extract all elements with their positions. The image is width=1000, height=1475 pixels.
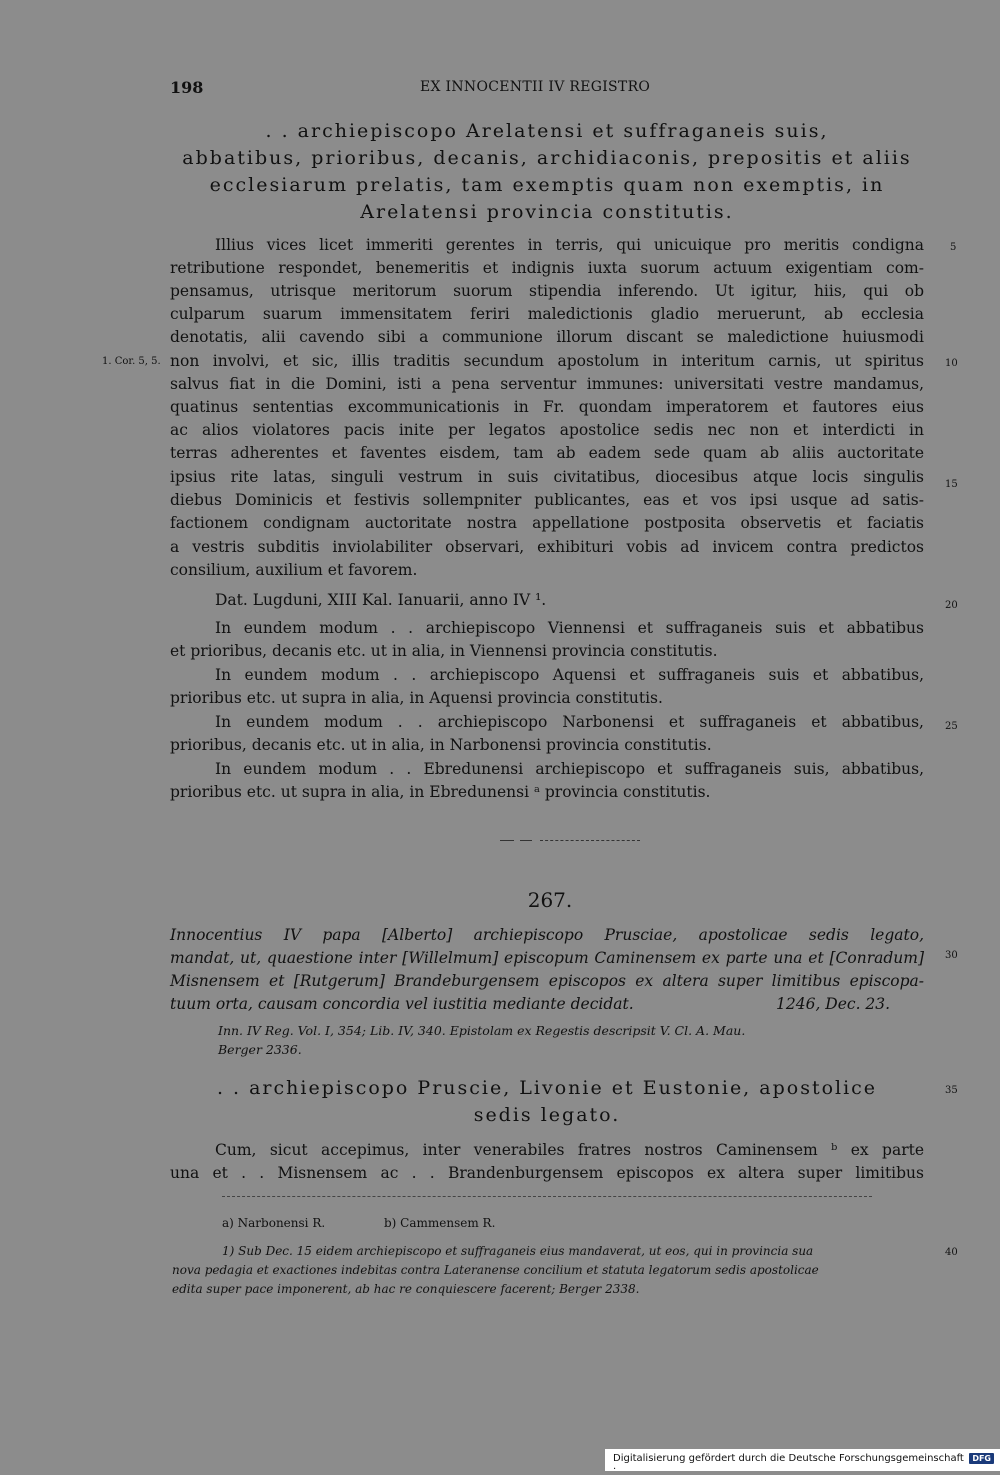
variant-note: a) Narbonensi R. — [222, 1216, 326, 1230]
credit-text: Digitalisierung gefördert durch die Deutsche Forschungsgemeinschaft · — [613, 1453, 964, 1475]
text-line: a vestris subditis inviolabiliter observari, exhibituri vobis ad invicem contra predictos — [170, 538, 924, 556]
letter-address-line: . . archiepiscopo Arelatensi et suffraganeis suis, — [265, 120, 829, 142]
dating-clause: Dat. Lugduni, XIII Kal. Ianuarii, anno IV ¹. — [215, 591, 547, 609]
text-line: salvus fiat in die Domini, isti a pena serventur immunes: universitati vestre mandamus, — [170, 375, 924, 393]
text-line: In eundem modum . . archiepiscopo Viennensi et suffraganeis suis et abbatibus — [215, 619, 924, 637]
text-line: denotatis, alii cavendo sibi a communione illorum discant se maledictione huiusmodi — [170, 328, 924, 346]
text-line: prioribus etc. ut supra in alia, in Ebredunensi ᵃ provincia constitutis. — [170, 783, 711, 801]
text-line: non involvi, et sic, illis traditis secundum apostolum in interitum carnis, ut spiritus — [170, 352, 924, 370]
letter-address-line: Arelatensi provincia constitutis. — [360, 201, 734, 223]
text-line: prioribus etc. ut supra in alia, in Aquensi provincia constitutis. — [170, 689, 663, 707]
letter-number: 267. — [527, 888, 573, 912]
text-line: retributione respondet, benemeritis et indignis iuxta suorum actuum exigentiam com- — [170, 259, 924, 277]
line-number: 10 — [945, 358, 958, 369]
text-line: consilium, auxilium et favorem. — [170, 561, 418, 579]
variant-note: b) Cammensem R. — [384, 1216, 496, 1230]
line-number: 35 — [945, 1085, 958, 1096]
footnote-line: nova pedagia et exactiones indebitas contra Lateranense concilium et statuta legatorum sedis apostolicae — [172, 1263, 819, 1277]
line-number: 15 — [945, 479, 958, 490]
letter-address-line: abbatibus, prioribus, decanis, archidiaconis, prepositis et aliis — [182, 147, 912, 169]
separator-dash — [540, 840, 640, 841]
text-line: culparum suarum immensitatem feriri maledictionis gladio meruerunt, ab ecclesia — [170, 305, 924, 323]
text-line: terras adherentes et faventes eisdem, tam ab eadem sede quam ab aliis auctoritate — [170, 444, 924, 462]
line-number: 25 — [945, 721, 958, 732]
text-line: pensamus, utrisque meritorum suorum stipendia inferendo. Ut igitur, hiis, qui ob — [170, 282, 924, 300]
text-line: prioribus, decanis etc. ut in alia, in Narbonensi provincia constitutis. — [170, 736, 712, 754]
digitization-credit — [605, 1449, 1000, 1475]
text-line: In eundem modum . . archiepiscopo Narbonensi et suffraganeis et abbatibus, — [215, 713, 924, 731]
line-number: 40 — [945, 1247, 958, 1258]
text-line: diebus Dominicis et festivis sollempniter publicantes, eas et vos ipsi usque ad satis- — [170, 491, 924, 509]
summary-line: Misnensem et [Rutgerum] Brandeburgensem episcopos ex altera super limitibus episcopa- — [170, 972, 924, 990]
line-number: 20 — [945, 600, 958, 611]
text-line: ac alios violatores pacis inite per legatos apostolice sedis nec non et interdicti in — [170, 421, 924, 439]
dfg-logo: DFG — [969, 1453, 994, 1464]
footnote-line: edita super pace imponerent, ab hac re conquiescere facerent; Berger 2338. — [172, 1282, 640, 1296]
page-number: 198 — [170, 78, 204, 97]
letter-address-line: sedis legato. — [473, 1104, 621, 1126]
text-line: Cum, sicut accepimus, inter venerabiles fratres nostros Caminensem ᵇ ex parte — [215, 1141, 924, 1159]
footnote-rule — [222, 1196, 872, 1197]
text-line: Illius vices licet immeriti gerentes in terris, qui unicuique pro meritis condigna — [215, 236, 924, 254]
text-line: et prioribus, decanis etc. ut in alia, in Viennensi provincia constitutis. — [170, 642, 718, 660]
source-line: Inn. IV Reg. Vol. I, 354; Lib. IV, 340. Epistolam ex Regestis descripsit V. Cl. A. Mau. — [218, 1023, 746, 1038]
margin-reference: 1. Cor. 5, 5. — [102, 356, 161, 367]
text-line: factionem condignam auctoritate nostra appellatione postposita observetis et faciatis — [170, 514, 924, 532]
separator-dash — [500, 840, 514, 841]
summary-line: Innocentius IV papa [Alberto] archiepiscopo Prusciae, apostolicae sedis legato, — [170, 926, 924, 944]
text-line: quatinus sententias excommunicationis in Fr. quondam imperatorem et fautores eius — [170, 398, 924, 416]
letter-date: 1246, Dec. 23. — [776, 995, 891, 1013]
text-line: una et . . Misnensem ac . . Brandenburgensem episcopos ex altera super limitibus — [170, 1164, 924, 1182]
line-number: 5 — [950, 242, 957, 253]
text-line: In eundem modum . . archiepiscopo Aquensi et suffraganeis suis et abbatibus, — [215, 666, 924, 684]
line-number: 30 — [945, 950, 958, 961]
source-line: Berger 2336. — [218, 1042, 302, 1057]
separator-dash — [520, 840, 532, 841]
summary-line: mandat, ut, quaestione inter [Willelmum] episcopum Caminensem ex parte una et [Conradum] — [170, 949, 924, 967]
summary-line: tuum orta, causam concordia vel iustitia mediante decidat. — [170, 995, 634, 1013]
letter-address-line: . . archiepiscopo Pruscie, Livonie et Eustonie, apostolice — [216, 1077, 878, 1099]
text-line: In eundem modum . . Ebredunensi archiepiscopo et suffraganeis suis, abbatibus, — [215, 760, 924, 778]
footnote-line: 1) Sub Dec. 15 eidem archiepiscopo et suffraganeis eius mandaverat, ut eos, qui in provincia sua — [222, 1244, 814, 1258]
letter-address-line: ecclesiarum prelatis, tam exemptis quam non exemptis, in — [209, 174, 885, 196]
running-title: EX INNOCENTII IV REGISTRO — [420, 79, 651, 95]
text-line: ipsius rite latas, singuli vestrum in suis civitatibus, diocesibus atque locis singulis — [170, 468, 924, 486]
